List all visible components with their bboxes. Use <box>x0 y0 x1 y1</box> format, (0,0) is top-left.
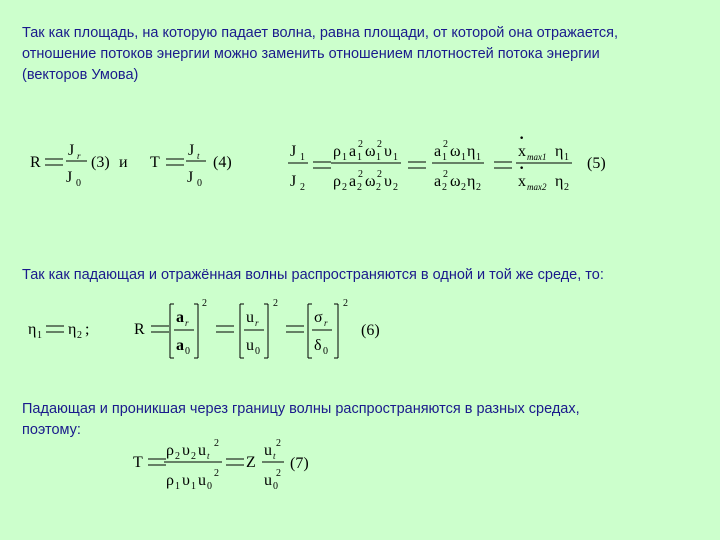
svg-text:2: 2 <box>443 139 448 150</box>
svg-text:2: 2 <box>342 182 347 193</box>
svg-text:T: T <box>150 154 160 171</box>
svg-text:J: J <box>290 143 297 160</box>
formula-5-number: (5) <box>587 155 606 172</box>
svg-text:a: a <box>176 309 184 326</box>
svg-text:2: 2 <box>358 139 363 150</box>
svg-text:η: η <box>555 143 564 160</box>
svg-text:r: r <box>77 151 81 161</box>
formula-3 <box>30 142 128 189</box>
svg-text:2: 2 <box>214 438 219 449</box>
intro-line-2: отношение потоков энергии можно заменить отношением плотностей потока энергии <box>22 46 600 62</box>
svg-text:Z: Z <box>246 454 256 471</box>
svg-text:1: 1 <box>393 152 398 163</box>
svg-text:a: a <box>434 143 442 160</box>
svg-text:ω: ω <box>450 143 461 160</box>
svg-text:1: 1 <box>300 152 305 163</box>
svg-text:2: 2 <box>443 169 448 180</box>
svg-text:2: 2 <box>202 298 207 309</box>
svg-text:t: t <box>207 451 210 461</box>
different-media-line-2: поэтому: <box>22 422 81 438</box>
svg-text:1: 1 <box>564 152 569 163</box>
svg-text:u: u <box>198 472 206 489</box>
svg-text:υ: υ <box>384 173 392 190</box>
svg-text:ρ: ρ <box>166 442 174 459</box>
svg-text:2: 2 <box>300 182 305 193</box>
svg-text:2: 2 <box>564 182 569 193</box>
svg-text:0: 0 <box>185 346 190 357</box>
svg-text:2: 2 <box>357 182 362 193</box>
svg-text:1: 1 <box>461 152 466 163</box>
svg-text:η: η <box>467 173 476 190</box>
svg-text:0: 0 <box>76 178 81 189</box>
svg-text:J: J <box>187 169 194 186</box>
svg-text:1: 1 <box>37 330 42 341</box>
svg-text:1: 1 <box>442 152 447 163</box>
svg-text:η: η <box>28 321 37 338</box>
svg-text:2: 2 <box>377 169 382 180</box>
svg-text:ρ: ρ <box>333 143 341 160</box>
svg-text:υ: υ <box>182 442 190 459</box>
svg-text:2: 2 <box>376 182 381 193</box>
svg-text:η: η <box>555 173 564 190</box>
formula-6-number: (6) <box>361 322 380 339</box>
svg-text:1: 1 <box>357 152 362 163</box>
formula-6 <box>134 298 380 358</box>
svg-text:r: r <box>185 318 189 328</box>
svg-text:a: a <box>349 143 357 160</box>
svg-text:0: 0 <box>207 481 212 492</box>
svg-text:1: 1 <box>175 481 180 492</box>
svg-text:max2: max2 <box>527 182 547 192</box>
svg-text:2: 2 <box>276 438 281 449</box>
svg-text:2: 2 <box>358 169 363 180</box>
svg-text:0: 0 <box>323 346 328 357</box>
svg-text:max1: max1 <box>527 152 547 162</box>
svg-text:T: T <box>133 454 143 471</box>
svg-text:ρ: ρ <box>333 173 341 190</box>
svg-text:0: 0 <box>255 346 260 357</box>
svg-text:1: 1 <box>191 481 196 492</box>
svg-text:r: r <box>324 318 328 328</box>
different-media-line-1: Падающая и проникшая через границу волны распространяются в разных средах, <box>22 401 580 417</box>
svg-text:ω: ω <box>365 143 376 160</box>
svg-text:2: 2 <box>377 139 382 150</box>
svg-text:u: u <box>198 442 206 459</box>
svg-text:υ: υ <box>384 143 392 160</box>
svg-text:и: и <box>119 154 128 171</box>
svg-text:2: 2 <box>175 451 180 462</box>
svg-text:J: J <box>188 142 195 159</box>
same-medium-line: Так как падающая и отражённая волны распространяются в одной и той же среде, то: <box>22 267 604 283</box>
svg-text:u: u <box>246 309 254 326</box>
svg-text:ω: ω <box>365 173 376 190</box>
svg-text:2: 2 <box>276 468 281 479</box>
svg-text:u: u <box>264 442 272 459</box>
svg-text:σ: σ <box>314 309 323 326</box>
formula-7 <box>133 438 309 492</box>
svg-text:·: · <box>519 130 525 147</box>
svg-text:υ: υ <box>182 472 190 489</box>
svg-text:2: 2 <box>77 330 82 341</box>
svg-text:ω: ω <box>450 173 461 190</box>
svg-text:R: R <box>30 154 41 171</box>
svg-text:2: 2 <box>393 182 398 193</box>
svg-text:2: 2 <box>461 182 466 193</box>
intro-line-1: Так как площадь, на которую падает волна, равна площади, от которой она отражается, <box>22 25 619 41</box>
svg-text:1: 1 <box>376 152 381 163</box>
svg-text:η: η <box>467 143 476 160</box>
intro-line-3: (векторов Умова) <box>22 67 139 83</box>
svg-text:δ: δ <box>314 337 322 354</box>
svg-text:J: J <box>290 173 297 190</box>
svg-text:J: J <box>66 169 73 186</box>
svg-text:1: 1 <box>342 152 347 163</box>
svg-text:J: J <box>68 142 75 159</box>
svg-text:η: η <box>68 321 77 338</box>
svg-text:2: 2 <box>191 451 196 462</box>
svg-text:2: 2 <box>273 298 278 309</box>
svg-text:1: 1 <box>476 152 481 163</box>
svg-text:a: a <box>349 173 357 190</box>
svg-text:R: R <box>134 321 145 338</box>
svg-text:0: 0 <box>197 178 202 189</box>
formula-4 <box>150 142 232 189</box>
formula-7-number: (7) <box>290 455 309 472</box>
svg-text:2: 2 <box>214 468 219 479</box>
svg-text:;: ; <box>85 321 90 338</box>
svg-text:u: u <box>264 472 272 489</box>
svg-text:r: r <box>255 318 259 328</box>
formula-4-number: (4) <box>213 154 232 171</box>
svg-text:2: 2 <box>343 298 348 309</box>
formula-3-number: (3) <box>91 154 110 171</box>
svg-text:x: x <box>518 143 526 160</box>
svg-text:0: 0 <box>273 481 278 492</box>
svg-text:a: a <box>434 173 442 190</box>
svg-text:2: 2 <box>442 182 447 193</box>
svg-text:ρ: ρ <box>166 472 174 489</box>
svg-text:2: 2 <box>476 182 481 193</box>
svg-text:x: x <box>518 173 526 190</box>
svg-text:u: u <box>246 337 254 354</box>
svg-text:t: t <box>273 451 276 461</box>
svg-text:t: t <box>197 151 200 161</box>
svg-text:·: · <box>519 160 525 177</box>
formula-5 <box>288 130 606 193</box>
svg-text:a: a <box>176 337 184 354</box>
formula-eta-equal <box>28 321 89 341</box>
